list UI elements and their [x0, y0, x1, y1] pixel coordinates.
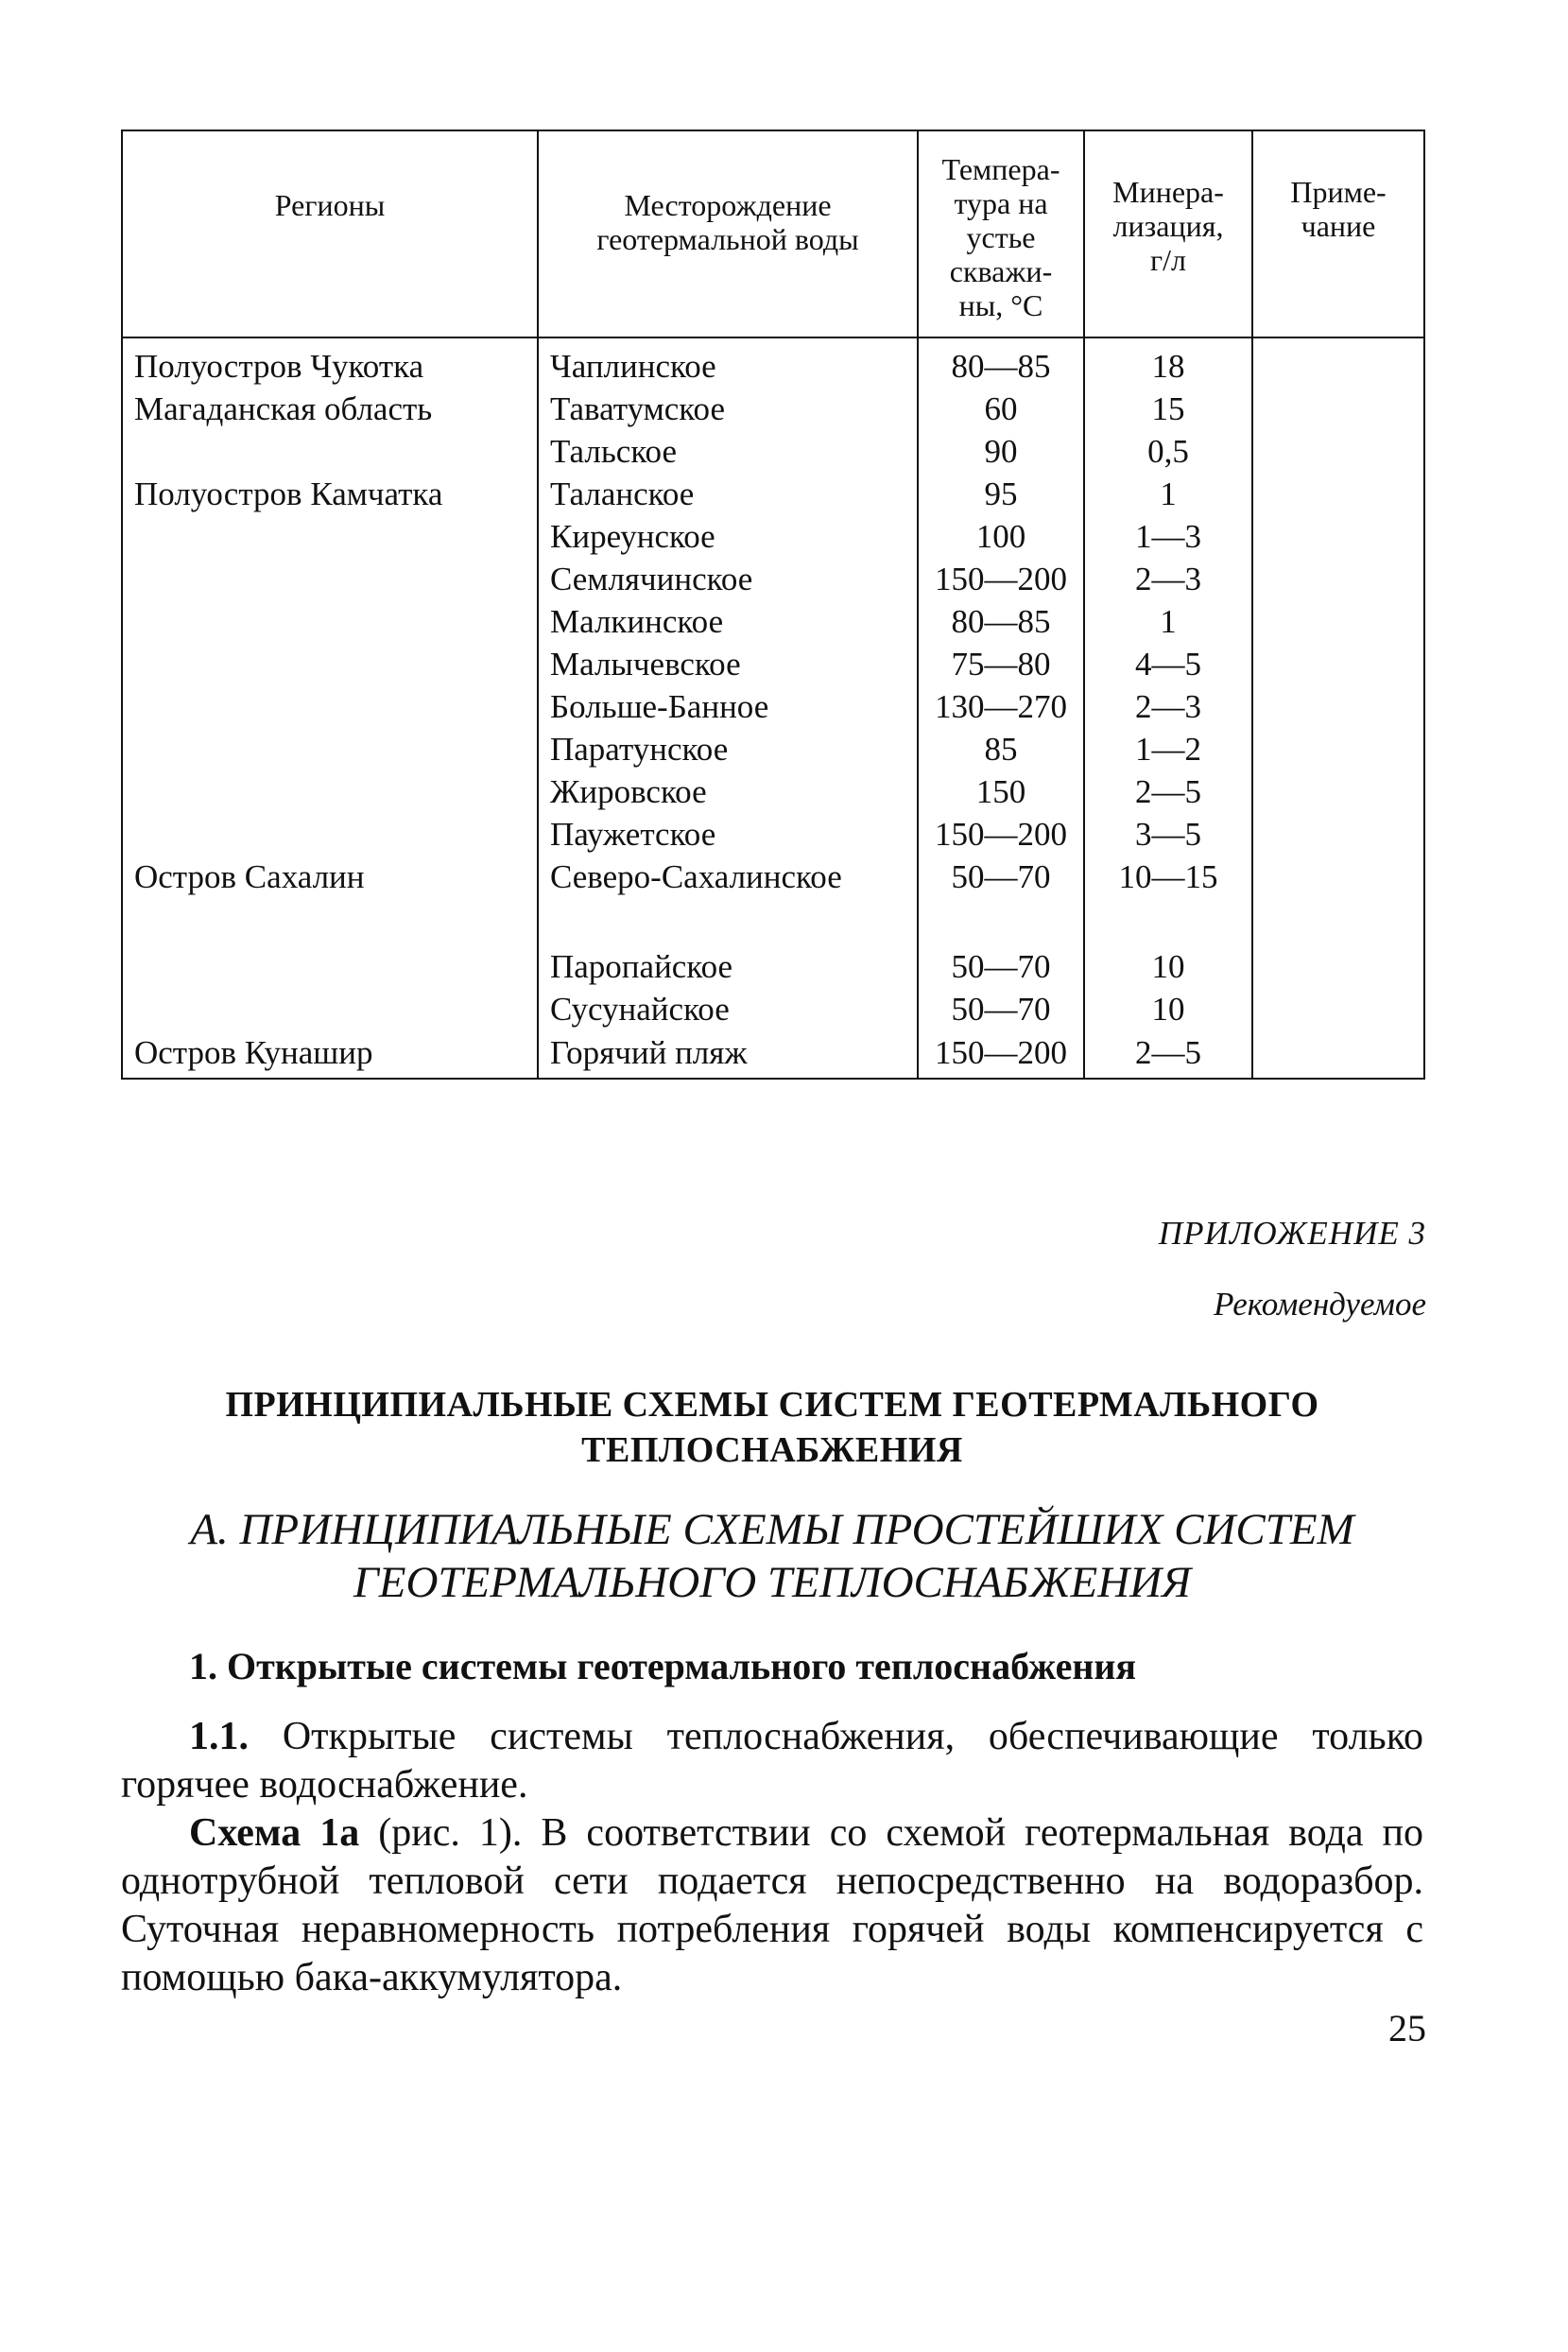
cell-deposit: Таватумское [538, 388, 918, 430]
cell-note [1252, 558, 1424, 600]
cell-mineralization: 4—5 [1084, 643, 1252, 685]
cell-mineralization: 3—5 [1084, 813, 1252, 856]
cell-region: Остров Кунашир [122, 1030, 538, 1079]
table-row [122, 813, 1424, 856]
cell-mineralization: 10 [1084, 988, 1252, 1030]
appendix-label: ПРИЛОЖЕНИЕ 3 [1158, 1215, 1426, 1252]
header-region: Регионы [122, 130, 538, 337]
header-deposit: Месторождение геотермальной воды [538, 130, 918, 337]
cell-deposit: Горячий пляж [538, 1030, 918, 1079]
cell-region [122, 558, 538, 600]
cell-deposit: Паратунское [538, 728, 918, 770]
cell-temperature: 100 [918, 515, 1084, 558]
paragraph-1 [121, 1713, 1423, 1809]
cell-note [1252, 945, 1424, 988]
cell-note [1252, 770, 1424, 813]
cell-mineralization: 2—3 [1084, 558, 1252, 600]
cell-deposit: Чаплинское [538, 337, 918, 388]
cell-deposit: Больше-Банное [538, 685, 918, 728]
cell-note [1252, 430, 1424, 473]
table-row [122, 643, 1424, 685]
table-row [122, 988, 1424, 1030]
cell-region [122, 770, 538, 813]
cell-deposit: Паужетское [538, 813, 918, 856]
cell-mineralization [1084, 898, 1252, 945]
cell-mineralization: 1—3 [1084, 515, 1252, 558]
cell-mineralization: 1—2 [1084, 728, 1252, 770]
cell-temperature: 80—85 [918, 337, 1084, 388]
cell-deposit: Тальское [538, 430, 918, 473]
paragraph-2-lead: Схема 1а [189, 1811, 360, 1855]
cell-temperature: 50—70 [918, 945, 1084, 988]
cell-temperature: 75—80 [918, 643, 1084, 685]
cell-note [1252, 898, 1424, 945]
cell-region [122, 813, 538, 856]
cell-note [1252, 856, 1424, 898]
table-row [122, 337, 1424, 388]
main-title [121, 1382, 1423, 1473]
cell-deposit: Северо-Сахалинское [538, 856, 918, 898]
cell-temperature: 60 [918, 388, 1084, 430]
table-row [122, 515, 1424, 558]
cell-region [122, 988, 538, 1030]
cell-temperature [918, 898, 1084, 945]
cell-region: Магаданская область [122, 388, 538, 430]
table-row [122, 600, 1424, 643]
cell-note [1252, 813, 1424, 856]
header-mineralization: Минера- лизация, г/л [1084, 130, 1252, 337]
cell-temperature: 95 [918, 473, 1084, 515]
cell-mineralization: 0,5 [1084, 430, 1252, 473]
cell-note [1252, 515, 1424, 558]
cell-temperature: 150—200 [918, 1030, 1084, 1079]
cell-region [122, 430, 538, 473]
cell-mineralization: 1 [1084, 600, 1252, 643]
page-number: 25 [1388, 2007, 1426, 2049]
cell-mineralization: 2—5 [1084, 1030, 1252, 1079]
paragraph-1-lead: 1.1. [189, 1715, 249, 1758]
cell-temperature: 50—70 [918, 856, 1084, 898]
table-row [122, 856, 1424, 898]
cell-temperature: 150—200 [918, 558, 1084, 600]
table-body [122, 337, 1424, 1079]
cell-deposit: Таланское [538, 473, 918, 515]
cell-mineralization: 10—15 [1084, 856, 1252, 898]
cell-temperature: 50—70 [918, 988, 1084, 1030]
main-title-line2: ТЕПЛОСНАБЖЕНИЯ [581, 1430, 963, 1470]
section-title-line1: А. ПРИНЦИПИАЛЬНЫЕ СХЕМЫ ПРОСТЕЙШИХ СИСТЕМ [190, 1505, 1354, 1554]
cell-temperature: 85 [918, 728, 1084, 770]
cell-region: Полуостров Камчатка [122, 473, 538, 515]
table-row [122, 898, 1424, 945]
header-note: Приме- чание [1252, 130, 1424, 337]
cell-mineralization: 2—5 [1084, 770, 1252, 813]
cell-deposit: Сусунайское [538, 988, 918, 1030]
cell-note [1252, 388, 1424, 430]
cell-region [122, 515, 538, 558]
cell-deposit: Малкинское [538, 600, 918, 643]
table-row [122, 558, 1424, 600]
header-temperature: Темпера- тура на устье скважи- ны, °С [918, 130, 1084, 337]
paragraph-2 [121, 1809, 1423, 2002]
cell-deposit: Семлячинское [538, 558, 918, 600]
cell-region [122, 685, 538, 728]
subheading: 1. Открытые системы геотермального теплоснабжения [189, 1645, 1137, 1687]
cell-note [1252, 643, 1424, 685]
cell-temperature: 130—270 [918, 685, 1084, 728]
cell-note [1252, 473, 1424, 515]
cell-deposit: Малычевское [538, 643, 918, 685]
cell-temperature: 80—85 [918, 600, 1084, 643]
cell-deposit: Паропайское [538, 945, 918, 988]
cell-region [122, 945, 538, 988]
cell-note [1252, 1030, 1424, 1079]
main-title-line1: ПРИНЦИПИАЛЬНЫЕ СХЕМЫ СИСТЕМ ГЕОТЕРМАЛЬНОГО [225, 1385, 1319, 1425]
cell-region [122, 898, 538, 945]
cell-note [1252, 685, 1424, 728]
cell-deposit: Жировское [538, 770, 918, 813]
table-row [122, 473, 1424, 515]
geothermal-deposits-table [121, 130, 1425, 1080]
cell-note [1252, 337, 1424, 388]
appendix-sublabel: Рекомендуемое [1214, 1286, 1426, 1323]
cell-note [1252, 988, 1424, 1030]
section-title-line2: ГЕОТЕРМАЛЬНОГО ТЕПЛОСНАБЖЕНИЯ [353, 1558, 1191, 1607]
cell-note [1252, 728, 1424, 770]
table-row [122, 388, 1424, 430]
table-row [122, 430, 1424, 473]
cell-region [122, 728, 538, 770]
cell-note [1252, 600, 1424, 643]
cell-region: Остров Сахалин [122, 856, 538, 898]
cell-mineralization: 10 [1084, 945, 1252, 988]
table-header-row [122, 130, 1424, 337]
paragraph-2-text: (рис. 1). В соответствии со схемой геотермальная вода по однотрубной тепловой сети подается непосредственно на водоразбор. Суточная неравномерность потребления горячей воды компенсируется с помощью бака-аккумулятора. [121, 1811, 1423, 1999]
table-row [122, 728, 1424, 770]
cell-temperature: 90 [918, 430, 1084, 473]
cell-mineralization: 15 [1084, 388, 1252, 430]
section-title [121, 1503, 1423, 1609]
cell-temperature: 150—200 [918, 813, 1084, 856]
cell-temperature: 150 [918, 770, 1084, 813]
cell-region [122, 643, 538, 685]
cell-mineralization: 18 [1084, 337, 1252, 388]
table-row [122, 945, 1424, 988]
table-row [122, 770, 1424, 813]
cell-deposit [538, 898, 918, 945]
cell-region: Полуостров Чукотка [122, 337, 538, 388]
table-row [122, 685, 1424, 728]
table-row [122, 1030, 1424, 1079]
cell-mineralization: 2—3 [1084, 685, 1252, 728]
cell-region [122, 600, 538, 643]
cell-deposit: Киреунское [538, 515, 918, 558]
paragraph-1-text: Открытые системы теплоснабжения, обеспечивающие только горячее водоснабжение. [121, 1715, 1423, 1807]
cell-mineralization: 1 [1084, 473, 1252, 515]
